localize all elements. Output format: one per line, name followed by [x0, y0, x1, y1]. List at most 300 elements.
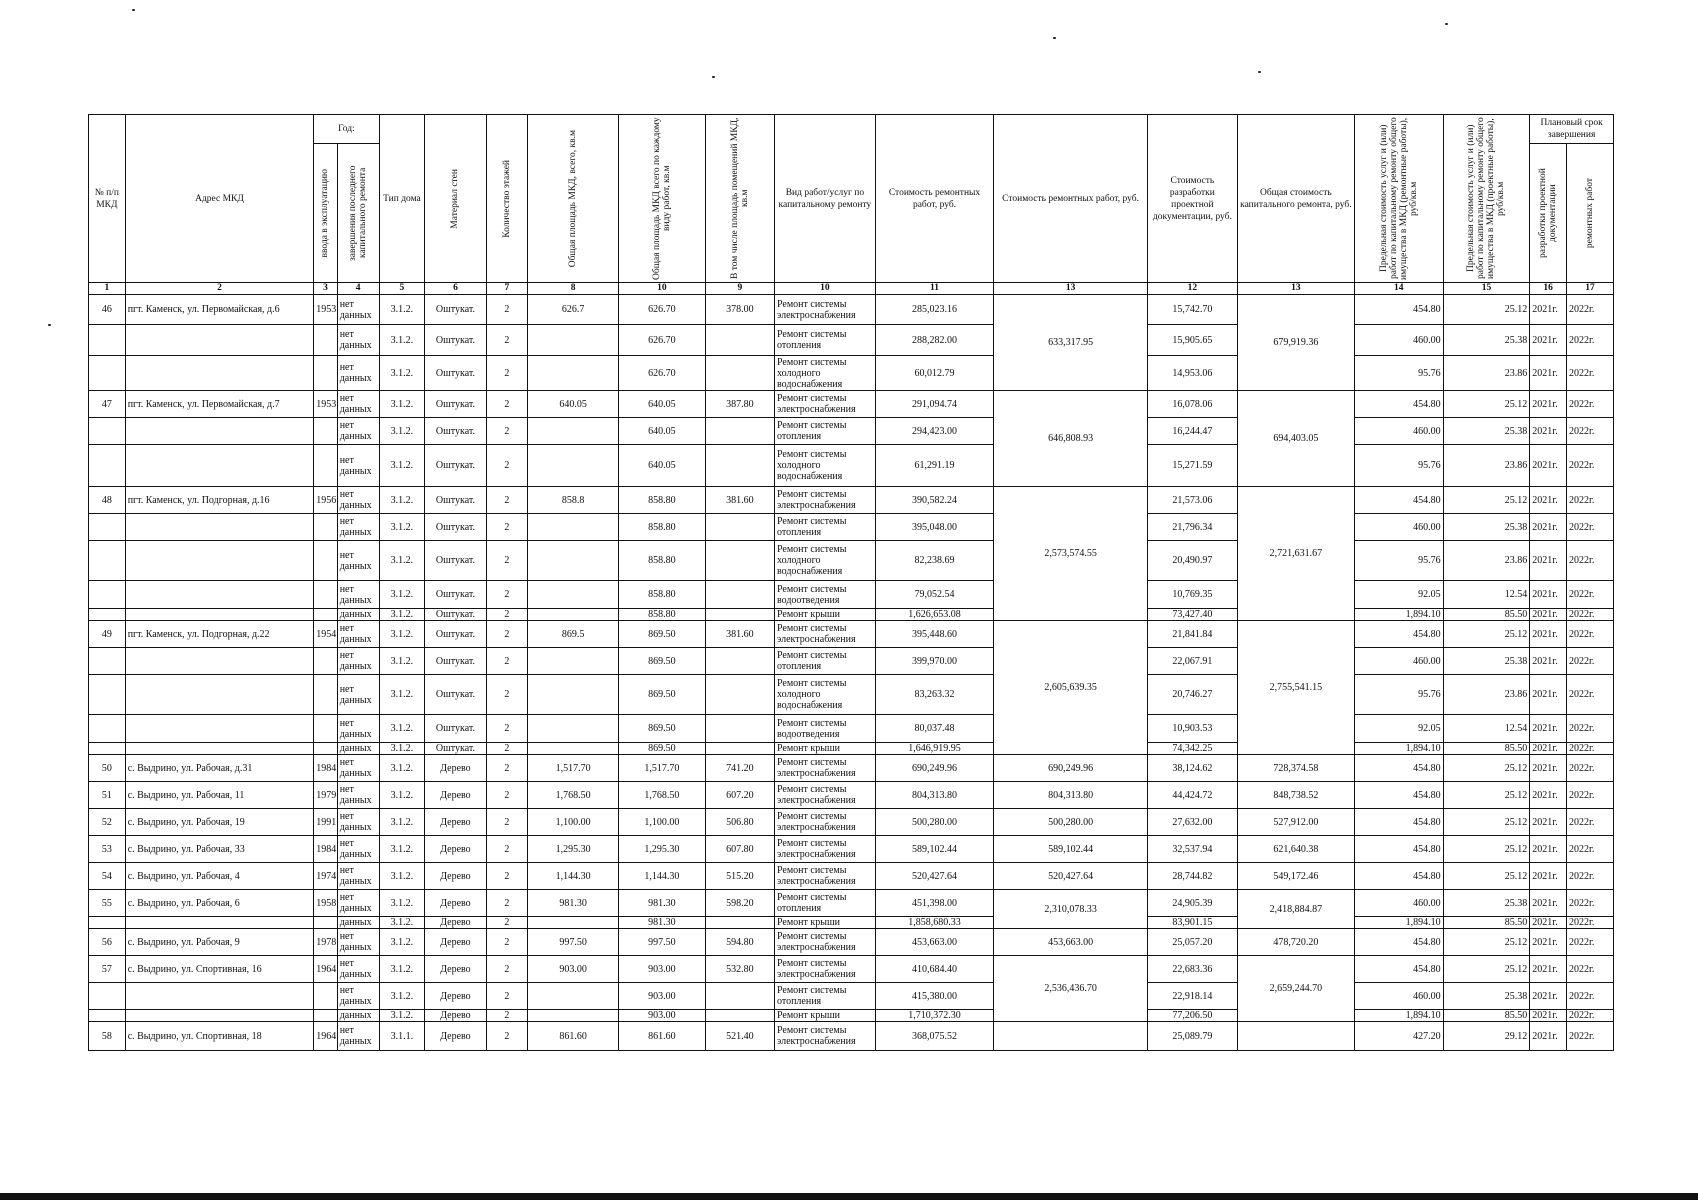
- total-capital-cost-cell: 679,919.36: [1237, 295, 1354, 391]
- total-area-cell: [528, 581, 619, 609]
- house-type-cell: 3.1.2.: [379, 715, 425, 743]
- premises-area-cell: 506.80: [705, 809, 774, 836]
- scan-speck: [1445, 23, 1448, 25]
- design-cost-cell: 44,424.72: [1148, 782, 1238, 809]
- material-cell: Дерево: [425, 863, 486, 890]
- row-number: [89, 609, 126, 621]
- design-cost-cell: 32,537.94: [1148, 836, 1238, 863]
- limit-cost-design-cell: 25.12: [1443, 836, 1530, 863]
- limit-cost-repair-cell: 454.80: [1354, 487, 1443, 514]
- limit-cost-design-cell: 85.50: [1443, 1010, 1530, 1022]
- total-area-cell: 858.8: [528, 487, 619, 514]
- last-repair-cell: нет данных: [337, 809, 379, 836]
- premises-area-cell: [705, 418, 774, 445]
- deadline-repair-cell: 2022г.: [1566, 445, 1613, 487]
- work-type-cell: Ремонт крыши: [774, 609, 875, 621]
- material-cell: Дерево: [425, 983, 486, 1010]
- work-type-cell: Ремонт системы электроснабжения: [774, 809, 875, 836]
- address-cell: с. Выдрино, ул. Рабочая, 33: [125, 836, 314, 863]
- table-row: [89, 983, 1614, 1010]
- row-number: [89, 541, 126, 581]
- premises-area-cell: [705, 1010, 774, 1022]
- premises-area-cell: [705, 715, 774, 743]
- limit-cost-design-cell: 25.12: [1443, 956, 1530, 983]
- last-repair-cell: нет данных: [337, 541, 379, 581]
- deadline-design-cell: 2021г.: [1530, 956, 1567, 983]
- area-by-work-cell: 626.70: [619, 356, 706, 391]
- work-type-cell: Ремонт системы холодного водоснабжения: [774, 445, 875, 487]
- limit-cost-design-cell: 25.38: [1443, 648, 1530, 675]
- column-number: 15: [1443, 283, 1530, 295]
- row-number: 50: [89, 755, 126, 782]
- premises-area-cell: 381.60: [705, 487, 774, 514]
- material-cell: Дерево: [425, 809, 486, 836]
- work-type-cell: Ремонт системы отопления: [774, 514, 875, 541]
- house-type-cell: 3.1.2.: [379, 809, 425, 836]
- house-type-cell: 3.1.2.: [379, 609, 425, 621]
- limit-cost-repair-cell: 454.80: [1354, 929, 1443, 956]
- last-repair-cell: нет данных: [337, 418, 379, 445]
- material-cell: Оштукат.: [425, 715, 486, 743]
- table-row: [89, 356, 1614, 391]
- premises-area-cell: [705, 675, 774, 715]
- design-cost-cell: 83,901.15: [1148, 917, 1238, 929]
- total-area-cell: [528, 325, 619, 356]
- scan-speck: [1053, 37, 1056, 39]
- repair-cost-cell: 1,646,919.95: [875, 743, 993, 755]
- table-row: [89, 782, 1614, 809]
- year-cell: [314, 715, 337, 743]
- row-number: [89, 715, 126, 743]
- house-type-cell: 3.1.2.: [379, 514, 425, 541]
- deadline-design-cell: 2021г.: [1530, 514, 1567, 541]
- floors-cell: 2: [486, 863, 528, 890]
- premises-area-cell: 532.80: [705, 956, 774, 983]
- limit-cost-design-cell: 23.86: [1443, 675, 1530, 715]
- limit-cost-repair-cell: 95.76: [1354, 356, 1443, 391]
- floors-cell: 2: [486, 715, 528, 743]
- limit-cost-design-cell: 85.50: [1443, 917, 1530, 929]
- deadline-repair-cell: 2022г.: [1566, 1010, 1613, 1022]
- last-repair-cell: нет данных: [337, 514, 379, 541]
- total-area-cell: [528, 514, 619, 541]
- column-number: 6: [425, 283, 486, 295]
- house-type-cell: 3.1.2.: [379, 418, 425, 445]
- repair-cost-total-cell: 646,808.93: [994, 391, 1148, 487]
- row-number: 46: [89, 295, 126, 325]
- header-house-type: Тип дома: [379, 115, 425, 283]
- design-cost-cell: 27,632.00: [1148, 809, 1238, 836]
- table-row: [89, 1022, 1614, 1051]
- material-cell: Дерево: [425, 1010, 486, 1022]
- table-row: [89, 621, 1614, 648]
- column-number: 10: [619, 283, 706, 295]
- floors-cell: 2: [486, 929, 528, 956]
- year-cell: [314, 418, 337, 445]
- last-repair-cell: нет данных: [337, 890, 379, 917]
- row-number: [89, 418, 126, 445]
- year-cell: 1991: [314, 809, 337, 836]
- premises-area-cell: 521.40: [705, 1022, 774, 1051]
- area-by-work-cell: 869.50: [619, 675, 706, 715]
- table-row: [89, 743, 1614, 755]
- deadline-repair-cell: 2022г.: [1566, 514, 1613, 541]
- total-area-cell: 861.60: [528, 1022, 619, 1051]
- work-type-cell: Ремонт системы отопления: [774, 983, 875, 1010]
- area-by-work-cell: 626.70: [619, 325, 706, 356]
- repair-plan-table: [88, 114, 1614, 1051]
- house-type-cell: 3.1.2.: [379, 541, 425, 581]
- limit-cost-repair-cell: 454.80: [1354, 956, 1443, 983]
- work-type-cell: Ремонт системы электроснабжения: [774, 1022, 875, 1051]
- limit-cost-repair-cell: 95.76: [1354, 675, 1443, 715]
- total-capital-cost-cell: 478,720.20: [1237, 929, 1354, 956]
- row-number: 49: [89, 621, 126, 648]
- material-cell: Оштукат.: [425, 391, 486, 418]
- floors-cell: 2: [486, 609, 528, 621]
- deadline-design-cell: 2021г.: [1530, 929, 1567, 956]
- area-by-work-cell: 858.80: [619, 581, 706, 609]
- deadline-design-cell: 2021г.: [1530, 917, 1567, 929]
- year-cell: 1974: [314, 863, 337, 890]
- repair-cost-cell: 395,048.00: [875, 514, 993, 541]
- table-row: [89, 929, 1614, 956]
- column-number: 12: [1148, 283, 1238, 295]
- total-area-cell: 640.05: [528, 391, 619, 418]
- year-cell: 1953: [314, 391, 337, 418]
- row-number: 52: [89, 809, 126, 836]
- area-by-work-cell: 1,144.30: [619, 863, 706, 890]
- premises-area-cell: 598.20: [705, 890, 774, 917]
- repair-cost-cell: 410,684.40: [875, 956, 993, 983]
- total-capital-cost-cell: 2,721,631.67: [1237, 487, 1354, 621]
- repair-cost-cell: 1,626,653.08: [875, 609, 993, 621]
- total-area-cell: 1,517.70: [528, 755, 619, 782]
- area-by-work-cell: 1,100.00: [619, 809, 706, 836]
- row-number: [89, 356, 126, 391]
- year-cell: [314, 514, 337, 541]
- row-number: [89, 445, 126, 487]
- floors-cell: 2: [486, 890, 528, 917]
- work-type-cell: Ремонт системы холодного водоснабжения: [774, 356, 875, 391]
- header-num: № п/п МКД: [89, 115, 126, 283]
- deadline-design-cell: 2021г.: [1530, 983, 1567, 1010]
- material-cell: Оштукат.: [425, 487, 486, 514]
- table-row: [89, 541, 1614, 581]
- year-cell: [314, 1010, 337, 1022]
- premises-area-cell: 515.20: [705, 863, 774, 890]
- limit-cost-design-cell: 25.38: [1443, 983, 1530, 1010]
- work-type-cell: Ремонт системы холодного водоснабжения: [774, 541, 875, 581]
- repair-cost-total-cell: 2,310,078.33: [994, 890, 1148, 929]
- design-cost-cell: 22,918.14: [1148, 983, 1238, 1010]
- deadline-design-cell: 2021г.: [1530, 487, 1567, 514]
- floors-cell: 2: [486, 1022, 528, 1051]
- address-cell: пгт. Каменск, ул. Первомайская, д.6: [125, 295, 314, 325]
- floors-cell: 2: [486, 1010, 528, 1022]
- deadline-design-cell: 2021г.: [1530, 609, 1567, 621]
- floors-cell: 2: [486, 648, 528, 675]
- address-cell: [125, 675, 314, 715]
- premises-area-cell: [705, 325, 774, 356]
- limit-cost-design-cell: 25.12: [1443, 755, 1530, 782]
- material-cell: Оштукат.: [425, 541, 486, 581]
- area-by-work-cell: 1,295.30: [619, 836, 706, 863]
- material-cell: Оштукат.: [425, 418, 486, 445]
- limit-cost-repair-cell: 1,894.10: [1354, 917, 1443, 929]
- table-row: [89, 755, 1614, 782]
- deadline-repair-cell: 2022г.: [1566, 755, 1613, 782]
- deadline-design-cell: 2021г.: [1530, 1022, 1567, 1051]
- repair-cost-cell: 451,398.00: [875, 890, 993, 917]
- design-cost-cell: 24,905.39: [1148, 890, 1238, 917]
- column-number: 7: [486, 283, 528, 295]
- premises-area-cell: [705, 581, 774, 609]
- material-cell: Оштукат.: [425, 581, 486, 609]
- deadline-design-cell: 2021г.: [1530, 743, 1567, 755]
- deadline-repair-cell: 2022г.: [1566, 621, 1613, 648]
- house-type-cell: 3.1.2.: [379, 621, 425, 648]
- total-capital-cost-cell: 2,418,884.87: [1237, 890, 1354, 929]
- address-cell: [125, 743, 314, 755]
- work-type-cell: Ремонт системы электроснабжения: [774, 391, 875, 418]
- table-row: [89, 391, 1614, 418]
- header-total-capital-cost: Общая стоимость капитального ремонта, руб.: [1237, 115, 1354, 283]
- limit-cost-design-cell: 25.12: [1443, 295, 1530, 325]
- limit-cost-design-cell: 85.50: [1443, 609, 1530, 621]
- floors-cell: 2: [486, 743, 528, 755]
- address-cell: пгт. Каменск, ул. Первомайская, д.7: [125, 391, 314, 418]
- limit-cost-repair-cell: 460.00: [1354, 890, 1443, 917]
- column-number: 17: [1566, 283, 1613, 295]
- table-row: [89, 418, 1614, 445]
- house-type-cell: 3.1.2.: [379, 890, 425, 917]
- limit-cost-repair-cell: 427.20: [1354, 1022, 1443, 1051]
- material-cell: Оштукат.: [425, 325, 486, 356]
- repair-cost-total-cell: 804,313.80: [994, 782, 1148, 809]
- area-by-work-cell: 1,517.70: [619, 755, 706, 782]
- design-cost-cell: 16,078.06: [1148, 391, 1238, 418]
- total-capital-cost-cell: 549,172.46: [1237, 863, 1354, 890]
- floors-cell: 2: [486, 983, 528, 1010]
- address-cell: [125, 356, 314, 391]
- total-area-cell: [528, 917, 619, 929]
- repair-cost-total-cell: 2,605,639.35: [994, 621, 1148, 755]
- limit-cost-design-cell: 23.86: [1443, 445, 1530, 487]
- scan-speck: [1258, 71, 1261, 73]
- material-cell: Оштукат.: [425, 445, 486, 487]
- premises-area-cell: [705, 356, 774, 391]
- address-cell: [125, 648, 314, 675]
- premises-area-cell: 741.20: [705, 755, 774, 782]
- deadline-repair-cell: 2022г.: [1566, 675, 1613, 715]
- repair-cost-total-cell: [994, 1022, 1148, 1051]
- deadline-repair-cell: 2022г.: [1566, 295, 1613, 325]
- limit-cost-repair-cell: 92.05: [1354, 715, 1443, 743]
- deadline-design-cell: 2021г.: [1530, 715, 1567, 743]
- house-type-cell: 3.1.2.: [379, 929, 425, 956]
- deadline-design-cell: 2021г.: [1530, 391, 1567, 418]
- column-number: 11: [875, 283, 993, 295]
- house-type-cell: 3.1.2.: [379, 782, 425, 809]
- repair-cost-total-cell: 2,536,436.70: [994, 956, 1148, 1022]
- total-area-cell: [528, 675, 619, 715]
- last-repair-cell: нет данных: [337, 983, 379, 1010]
- limit-cost-repair-cell: 454.80: [1354, 782, 1443, 809]
- floors-cell: 2: [486, 836, 528, 863]
- design-cost-cell: 21,796.34: [1148, 514, 1238, 541]
- total-area-cell: [528, 541, 619, 581]
- repair-cost-total-cell: 690,249.96: [994, 755, 1148, 782]
- area-by-work-cell: 869.50: [619, 648, 706, 675]
- header-area-by-work: Общая площадь МКД всего по каждому виду работ, кв.м: [619, 115, 706, 283]
- material-cell: Оштукат.: [425, 743, 486, 755]
- table-row: [89, 325, 1614, 356]
- material-cell: Дерево: [425, 956, 486, 983]
- row-number: [89, 514, 126, 541]
- total-area-cell: [528, 743, 619, 755]
- limit-cost-repair-cell: 454.80: [1354, 863, 1443, 890]
- limit-cost-repair-cell: 454.80: [1354, 391, 1443, 418]
- deadline-repair-cell: 2022г.: [1566, 929, 1613, 956]
- floors-cell: 2: [486, 356, 528, 391]
- material-cell: Оштукат.: [425, 356, 486, 391]
- premises-area-cell: 378.00: [705, 295, 774, 325]
- last-repair-cell: нет данных: [337, 836, 379, 863]
- limit-cost-design-cell: 25.38: [1443, 514, 1530, 541]
- area-by-work-cell: 858.80: [619, 609, 706, 621]
- design-cost-cell: 15,742.70: [1148, 295, 1238, 325]
- limit-cost-design-cell: 25.12: [1443, 863, 1530, 890]
- premises-area-cell: 607.80: [705, 836, 774, 863]
- material-cell: Оштукат.: [425, 514, 486, 541]
- total-area-cell: [528, 356, 619, 391]
- design-cost-cell: 21,573.06: [1148, 487, 1238, 514]
- material-cell: Дерево: [425, 890, 486, 917]
- limit-cost-repair-cell: 1,894.10: [1354, 609, 1443, 621]
- header-deadline-repair: ремонтных работ: [1566, 144, 1613, 283]
- repair-cost-cell: 390,582.24: [875, 487, 993, 514]
- design-cost-cell: 15,271.59: [1148, 445, 1238, 487]
- design-cost-cell: 28,744.82: [1148, 863, 1238, 890]
- limit-cost-repair-cell: 1,894.10: [1354, 743, 1443, 755]
- house-type-cell: 3.1.2.: [379, 391, 425, 418]
- floors-cell: 2: [486, 675, 528, 715]
- house-type-cell: 3.1.2.: [379, 675, 425, 715]
- repair-cost-cell: 82,238.69: [875, 541, 993, 581]
- header-deadline-design: разработки проектной документации: [1530, 144, 1567, 283]
- work-type-cell: Ремонт системы водоотведения: [774, 581, 875, 609]
- repair-cost-cell: 80,037.48: [875, 715, 993, 743]
- limit-cost-design-cell: 25.38: [1443, 325, 1530, 356]
- house-type-cell: 3.1.2.: [379, 648, 425, 675]
- column-number: 10: [774, 283, 875, 295]
- address-cell: [125, 514, 314, 541]
- limit-cost-design-cell: 25.12: [1443, 487, 1530, 514]
- address-cell: с. Выдрино, ул. Рабочая, 11: [125, 782, 314, 809]
- total-capital-cost-cell: 527,912.00: [1237, 809, 1354, 836]
- area-by-work-cell: 869.50: [619, 621, 706, 648]
- row-number: 56: [89, 929, 126, 956]
- premises-area-cell: 607.20: [705, 782, 774, 809]
- material-cell: Оштукат.: [425, 675, 486, 715]
- deadline-repair-cell: 2022г.: [1566, 541, 1613, 581]
- work-type-cell: Ремонт системы электроснабжения: [774, 836, 875, 863]
- header-limit-cost-design: Предельная стоимость услуг и (или) работ по капитальному ремонту общего имущества в МКД (проектные работы), руб/кв.м: [1443, 115, 1530, 283]
- year-cell: [314, 609, 337, 621]
- table-row: [89, 609, 1614, 621]
- deadline-repair-cell: 2022г.: [1566, 648, 1613, 675]
- house-type-cell: 3.1.2.: [379, 743, 425, 755]
- area-by-work-cell: 981.30: [619, 890, 706, 917]
- address-cell: [125, 325, 314, 356]
- area-by-work-cell: 626.70: [619, 295, 706, 325]
- limit-cost-repair-cell: 460.00: [1354, 325, 1443, 356]
- repair-cost-cell: 61,291.19: [875, 445, 993, 487]
- row-number: [89, 983, 126, 1010]
- total-area-cell: [528, 1010, 619, 1022]
- total-area-cell: 1,144.30: [528, 863, 619, 890]
- deadline-repair-cell: 2022г.: [1566, 809, 1613, 836]
- column-number: 4: [337, 283, 379, 295]
- address-cell: [125, 541, 314, 581]
- work-type-cell: Ремонт системы отопления: [774, 418, 875, 445]
- deadline-design-cell: 2021г.: [1530, 295, 1567, 325]
- address-cell: [125, 609, 314, 621]
- house-type-cell: 3.1.2.: [379, 1010, 425, 1022]
- deadline-design-cell: 2021г.: [1530, 863, 1567, 890]
- deadline-design-cell: 2021г.: [1530, 325, 1567, 356]
- year-cell: 1978: [314, 929, 337, 956]
- limit-cost-repair-cell: 454.80: [1354, 755, 1443, 782]
- total-area-cell: [528, 648, 619, 675]
- design-cost-cell: 20,490.97: [1148, 541, 1238, 581]
- house-type-cell: 3.1.2.: [379, 836, 425, 863]
- address-cell: [125, 445, 314, 487]
- header-year-last-repair: завершения последнего капитального ремонта: [337, 144, 379, 283]
- premises-area-cell: 594.80: [705, 929, 774, 956]
- column-number: 9: [705, 283, 774, 295]
- year-cell: 1954: [314, 621, 337, 648]
- area-by-work-cell: 903.00: [619, 1010, 706, 1022]
- material-cell: Дерево: [425, 1022, 486, 1051]
- row-number: 57: [89, 956, 126, 983]
- row-number: 53: [89, 836, 126, 863]
- scan-speck: [712, 76, 715, 78]
- floors-cell: 2: [486, 391, 528, 418]
- limit-cost-repair-cell: 460.00: [1354, 648, 1443, 675]
- table-row: [89, 956, 1614, 983]
- address-cell: [125, 418, 314, 445]
- deadline-repair-cell: 2022г.: [1566, 609, 1613, 621]
- area-by-work-cell: 869.50: [619, 715, 706, 743]
- limit-cost-repair-cell: 460.00: [1354, 983, 1443, 1010]
- limit-cost-repair-cell: 454.80: [1354, 809, 1443, 836]
- design-cost-cell: 15,905.65: [1148, 325, 1238, 356]
- row-number: [89, 675, 126, 715]
- row-number: [89, 325, 126, 356]
- column-number: 13: [994, 283, 1148, 295]
- last-repair-cell: нет данных: [337, 487, 379, 514]
- premises-area-cell: [705, 541, 774, 581]
- limit-cost-design-cell: 12.54: [1443, 715, 1530, 743]
- house-type-cell: 3.1.2.: [379, 755, 425, 782]
- area-by-work-cell: 903.00: [619, 983, 706, 1010]
- scan-edge: [0, 1193, 1698, 1200]
- repair-cost-cell: 291,094.74: [875, 391, 993, 418]
- year-cell: [314, 541, 337, 581]
- address-cell: пгт. Каменск, ул. Подгорная, д.22: [125, 621, 314, 648]
